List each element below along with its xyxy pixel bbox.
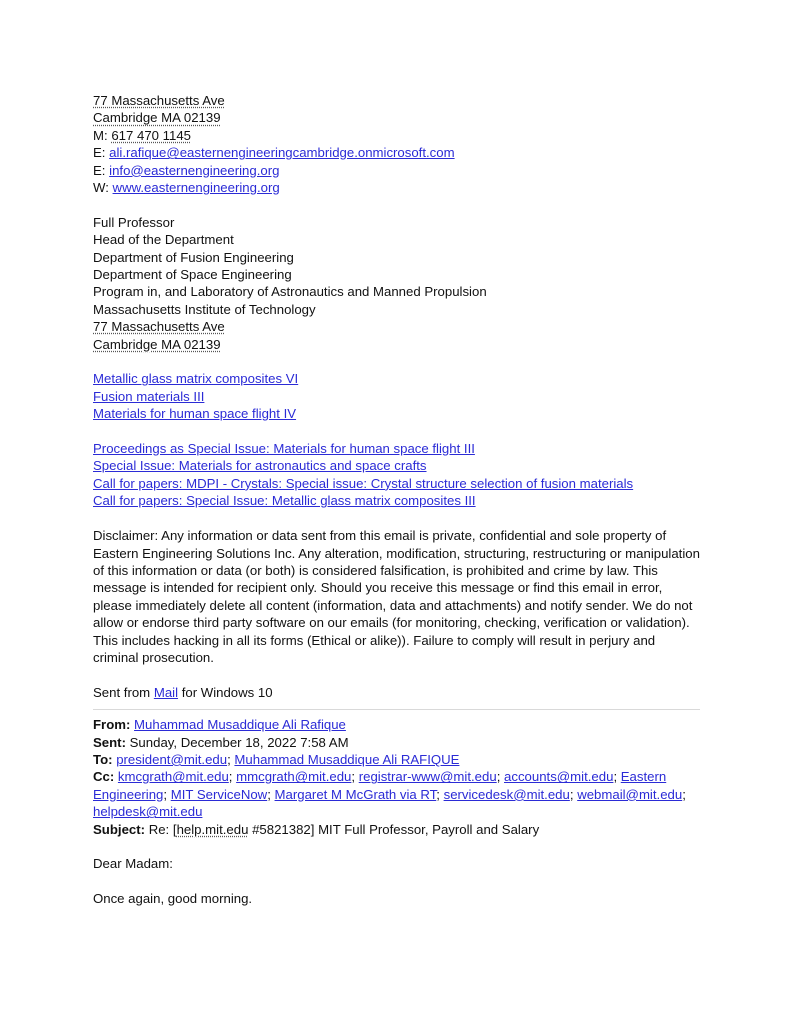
title-line: Department of Space Engineering — [93, 267, 292, 283]
signature-web — [93, 179, 703, 196]
from-label: From: — [93, 717, 131, 733]
signature-mobile — [93, 127, 703, 144]
subject-label: Subject: — [93, 821, 146, 837]
web-label: W: — [93, 180, 109, 196]
email1-link[interactable]: ali.rafique@easternengineeringcambridge.onmicrosoft.com — [109, 145, 455, 161]
header-sent — [93, 734, 703, 751]
special-issue-link-row — [93, 440, 703, 457]
to-recipient-link[interactable]: Muhammad Musaddique Ali RAFIQUE — [234, 751, 460, 767]
cc-recipient-link[interactable]: mmcgrath@mit.edu — [236, 769, 352, 785]
cc-recipient-link[interactable]: MIT ServiceNow — [170, 786, 268, 802]
signature-email2 — [93, 162, 703, 179]
mobile-number[interactable]: 617 470 1145 — [111, 127, 192, 143]
title-line: Program in, and Laboratory of Astronautics and Manned Propulsion — [93, 284, 487, 300]
mail-app-link[interactable]: Mail — [153, 684, 179, 700]
special-issue-link-row — [93, 492, 703, 509]
publication-link[interactable]: Materials for human space flight IV — [93, 406, 297, 422]
header-subject — [93, 821, 703, 838]
header-cc — [93, 768, 703, 820]
cc-recipient-link[interactable]: accounts@mit.edu — [504, 769, 614, 785]
special-issue-link[interactable]: Call for papers: MDPI - Crystals: Special issue: Crystal structure selection of fusion materials — [93, 475, 634, 491]
signature-address2-line1 — [93, 318, 703, 335]
cc-recipient-link[interactable]: webmail@mit.edu — [577, 786, 683, 802]
header-from — [93, 716, 703, 733]
greeting: Dear Madam: — [93, 856, 173, 872]
address2-city[interactable]: Cambridge MA 02139 — [93, 336, 221, 352]
to-label: To: — [93, 751, 113, 767]
sent-from-suffix: for Windows 10 — [178, 684, 273, 700]
sent-from-line — [93, 684, 703, 701]
email1-label: E: — [93, 145, 106, 161]
address2-street[interactable]: 77 Massachusetts Ave — [93, 319, 225, 335]
special-issue-link[interactable]: Proceedings as Special Issue: Materials for human space flight III — [93, 441, 475, 457]
spacer — [93, 423, 703, 440]
title-line: Head of the Department — [93, 232, 234, 248]
web-link[interactable]: www.easternengineering.org — [112, 180, 280, 196]
publication-link[interactable]: Fusion materials III — [93, 388, 205, 404]
body-line: Once again, good morning. — [93, 891, 253, 907]
spacer — [93, 873, 703, 890]
from-link[interactable]: Muhammad Musaddique Ali Rafique — [134, 717, 346, 733]
signature-email1 — [93, 144, 703, 161]
spacer — [93, 353, 703, 370]
sent-from-prefix: Sent from — [93, 684, 154, 700]
email2-label: E: — [93, 162, 106, 178]
publication-link-row — [93, 388, 703, 405]
spacer — [93, 666, 703, 683]
cc-recipient-link[interactable]: servicedesk@mit.edu — [443, 786, 570, 802]
title-line: Department of Fusion Engineering — [93, 249, 294, 265]
subject-prefix: Re: [ — [148, 821, 177, 837]
separator: ; — [227, 751, 235, 767]
title-line: Full Professor — [93, 214, 175, 230]
address-street[interactable]: 77 Massachusetts Ave — [93, 93, 225, 108]
separator: ; — [613, 769, 621, 785]
spacer — [93, 510, 703, 527]
cc-recipient-link[interactable]: kmcgrath@mit.edu — [117, 769, 229, 785]
special-issue-link[interactable]: Call for papers: Special Issue: Metallic glass matrix composites III — [93, 493, 476, 509]
cc-label: Cc: — [93, 769, 115, 785]
subject-rest: #5821382] MIT Full Professor, Payroll and Salary — [248, 821, 540, 837]
sent-date: Sunday, December 18, 2022 7:58 AM — [129, 734, 349, 750]
to-recipient-link[interactable]: president@mit.edu — [116, 751, 228, 767]
separator: ; — [163, 786, 171, 802]
spacer — [93, 838, 703, 855]
mobile-label: M: — [93, 127, 108, 143]
spacer — [93, 196, 703, 213]
header-to — [93, 751, 703, 768]
cc-recipient-link[interactable]: registrar-www@mit.edu — [358, 769, 497, 785]
special-issue-link[interactable]: Special Issue: Materials for astronautics and space crafts — [93, 458, 427, 474]
quoted-message-divider — [93, 709, 700, 710]
separator: ; — [351, 769, 359, 785]
publication-link[interactable]: Metallic glass matrix composites VI — [93, 371, 299, 387]
signature-address-line1 — [93, 92, 703, 109]
sent-label: Sent: — [93, 734, 126, 750]
signature-address2-line2 — [93, 336, 703, 353]
separator: ; — [569, 786, 578, 802]
email2-link[interactable]: info@easternengineering.org — [109, 162, 280, 178]
publication-link-row — [93, 370, 703, 387]
special-issue-link-row — [93, 457, 703, 474]
email-document — [93, 92, 703, 908]
cc-recipient-link[interactable]: Eastern Engineering — [93, 769, 667, 802]
special-issue-link-row — [93, 475, 703, 492]
publication-link-row — [93, 405, 703, 422]
separator: ; — [228, 769, 237, 785]
title-line: Massachusetts Institute of Technology — [93, 301, 316, 317]
cc-recipient-link[interactable]: Margaret M McGrath via RT — [274, 786, 437, 802]
separator: ; — [682, 786, 686, 802]
signature-address-line2 — [93, 109, 703, 126]
disclaimer-text: Disclaimer: Any information or data sent from this email is private, confidential and sole property of Eastern Engineering Solutions Inc. Any alteration, modification, structuring, restructuring or manipulation of this information or data (or both) is considered falsification, is prohibited and crime by law. This message is intended for recipient only. Should you receive this message or find this email in error, please immediately delete all content (information, data and attachments) and notify sender. We do not allow or endorse third party software on our emails (for monitoring, checking, verification or validation). This includes hacking in all its forms (Ethical or alike)). Failure to comply will result in perjury and criminal prosecution. — [93, 528, 700, 665]
separator: ; — [436, 786, 444, 802]
separator: ; — [267, 786, 275, 802]
cc-recipient-link[interactable]: helpdesk@mit.edu — [93, 804, 203, 820]
address-city[interactable]: Cambridge MA 02139 — [93, 110, 221, 126]
separator: ; — [496, 769, 505, 785]
subject-domain[interactable]: help.mit.edu — [176, 821, 249, 837]
